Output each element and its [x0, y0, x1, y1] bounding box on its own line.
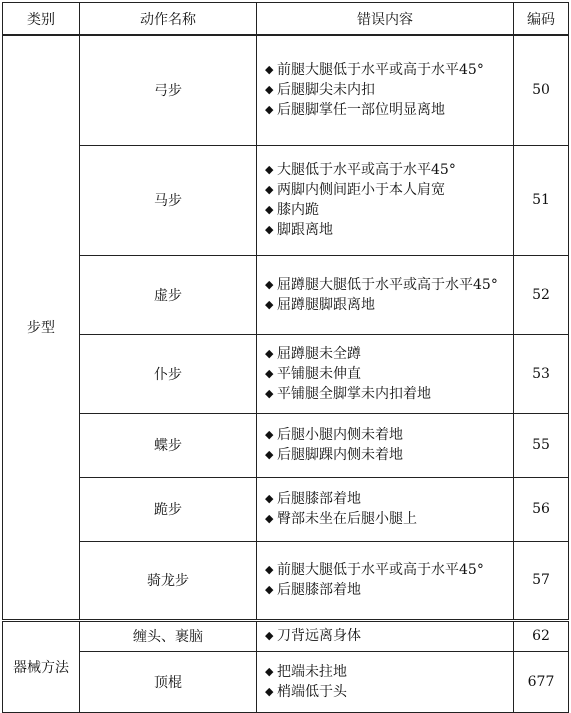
diamond-bullet-icon: ◆ [265, 563, 274, 576]
diamond-bullet-icon: ◆ [265, 103, 274, 117]
error-item [265, 344, 505, 364]
error-content-cell [257, 651, 514, 712]
action-name-cell: 虚步 [80, 255, 257, 334]
error-text: 梢端低于头 [277, 683, 347, 700]
error-text: 平铺腿全脚掌未内扣着地 [277, 385, 431, 402]
error-text: 后腿脚尖未内扣 [277, 82, 375, 99]
code-cell: 52 [514, 255, 569, 334]
table-row [3, 620, 569, 651]
action-name-cell: 马步 [80, 145, 257, 255]
action-name-cell: 弓步 [80, 35, 257, 145]
table-row [3, 145, 569, 255]
error-text: 刀背远离身体 [277, 628, 361, 644]
action-name-cell: 跪步 [80, 477, 257, 541]
table-row [3, 255, 569, 334]
error-item [265, 425, 505, 445]
error-text: 后腿脚踝内侧未着地 [277, 447, 403, 463]
error-text: 前腿大腿低于水平或高于水平45° [277, 62, 484, 79]
error-item [265, 60, 505, 80]
diamond-bullet-icon: ◆ [265, 203, 274, 216]
header-error-content: 错误内容 [257, 3, 514, 36]
error-item [265, 275, 505, 295]
error-content-cell [257, 413, 514, 477]
diamond-bullet-icon: ◆ [265, 492, 274, 505]
error-item [265, 384, 505, 404]
action-name-cell: 蝶步 [80, 413, 257, 477]
error-item [265, 80, 505, 100]
diamond-bullet-icon: ◆ [265, 366, 274, 380]
error-item [265, 295, 505, 315]
action-name-cell: 骑龙步 [80, 541, 257, 620]
diamond-bullet-icon: ◆ [265, 512, 274, 525]
category-cell: 步型 [3, 35, 80, 620]
error-item [265, 160, 505, 180]
error-text: 两脚内侧间距小于本人肩宽 [277, 182, 445, 198]
diamond-bullet-icon: ◆ [265, 183, 274, 196]
error-text: 后腿小腿内侧未着地 [277, 427, 403, 443]
error-content-cell [257, 145, 514, 255]
error-content-cell [257, 541, 514, 620]
diamond-bullet-icon: ◆ [265, 223, 274, 236]
error-text: 膝内跪 [277, 202, 319, 218]
error-text: 屈蹲腿大腿低于水平或高于水平45° [277, 276, 498, 293]
error-text: 平铺腿未伸直 [277, 365, 361, 382]
error-item [265, 580, 505, 600]
table-row [3, 651, 569, 712]
error-text: 后腿膝部着地 [277, 582, 361, 598]
code-cell: 51 [514, 145, 569, 255]
error-code-table [2, 2, 569, 713]
error-text: 后腿脚掌任一部位明显离地 [277, 102, 445, 119]
diamond-bullet-icon: ◆ [265, 583, 274, 596]
code-cell: 62 [514, 620, 569, 651]
code-cell: 50 [514, 35, 569, 145]
diamond-bullet-icon: ◆ [265, 428, 274, 441]
table-row [3, 35, 569, 145]
diamond-bullet-icon: ◆ [265, 664, 274, 678]
diamond-bullet-icon: ◆ [265, 297, 274, 311]
error-content-cell [257, 477, 514, 541]
error-text: 前腿大腿低于水平或高于水平45° [277, 562, 484, 578]
error-item [265, 220, 505, 240]
header-category: 类别 [3, 3, 80, 36]
table-row [3, 413, 569, 477]
error-text: 把端未拄地 [277, 663, 347, 680]
error-item [265, 364, 505, 384]
error-text: 后腿膝部着地 [277, 491, 361, 507]
code-cell: 677 [514, 651, 569, 712]
error-text: 大腿低于水平或高于水平45° [277, 162, 456, 178]
error-text: 屈蹲腿未全蹲 [277, 345, 361, 362]
error-item [265, 560, 505, 580]
error-item [265, 509, 505, 529]
diamond-bullet-icon: ◆ [265, 346, 274, 360]
error-item [265, 100, 505, 120]
error-item [265, 662, 505, 682]
error-item [265, 200, 505, 220]
diamond-bullet-icon: ◆ [265, 163, 274, 176]
action-name-cell: 顶棍 [80, 651, 257, 712]
diamond-bullet-icon: ◆ [265, 63, 274, 77]
header-action-name: 动作名称 [80, 3, 257, 36]
diamond-bullet-icon: ◆ [265, 448, 274, 461]
diamond-bullet-icon: ◆ [265, 386, 274, 400]
error-item [265, 626, 505, 646]
code-cell: 57 [514, 541, 569, 620]
diamond-bullet-icon: ◆ [265, 629, 274, 642]
error-content-cell [257, 35, 514, 145]
header-code: 编码 [514, 3, 569, 36]
error-content-cell [257, 620, 514, 651]
category-cell: 器械方法 [3, 620, 80, 712]
header-row [3, 3, 569, 36]
table-row [3, 334, 569, 413]
error-content-cell [257, 255, 514, 334]
table-row [3, 541, 569, 620]
error-item [265, 682, 505, 702]
code-cell: 53 [514, 334, 569, 413]
error-item [265, 489, 505, 509]
error-text: 屈蹲腿脚跟离地 [277, 296, 375, 313]
diamond-bullet-icon: ◆ [265, 277, 274, 291]
diamond-bullet-icon: ◆ [265, 83, 274, 97]
code-cell: 56 [514, 477, 569, 541]
action-name-cell: 缠头、裹脑 [80, 620, 257, 651]
code-cell: 55 [514, 413, 569, 477]
error-text: 臀部未坐在后腿小腿上 [277, 511, 417, 527]
error-item [265, 445, 505, 465]
diamond-bullet-icon: ◆ [265, 684, 274, 698]
error-text: 脚跟离地 [277, 222, 333, 238]
action-name-cell: 仆步 [80, 334, 257, 413]
table-row [3, 477, 569, 541]
error-item [265, 180, 505, 200]
error-content-cell [257, 334, 514, 413]
